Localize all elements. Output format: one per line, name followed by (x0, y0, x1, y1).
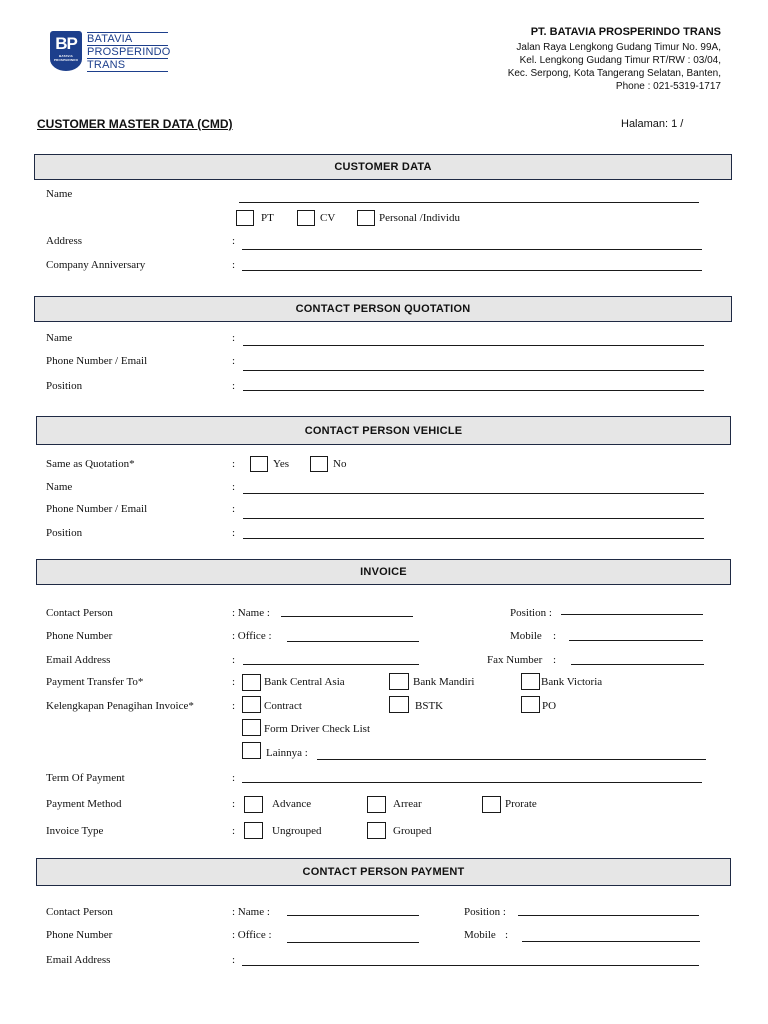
bank-bca-label: Bank Central Asia (264, 676, 345, 688)
colon: : (505, 929, 509, 941)
vehicle-position-field[interactable] (243, 538, 704, 539)
invoice-contact-label: Contact Person (46, 607, 113, 619)
colon: : (232, 503, 236, 515)
payment-email-label: Email Address (46, 954, 111, 966)
page-number-label: Halaman: 1 / (621, 118, 684, 130)
logo-mark-text: BP (55, 34, 77, 53)
company-anniversary-label: Company Anniversary (46, 259, 146, 271)
company-address-line: Jalan Raya Lengkong Gudang Timur No. 99A, (516, 42, 721, 53)
invoice-position-label: Position : (510, 607, 552, 619)
personal-label: Personal /Individu (379, 212, 460, 224)
driver-checklist-checkbox[interactable] (242, 719, 261, 736)
contract-checkbox[interactable] (242, 696, 261, 713)
invoice-position-field[interactable] (561, 614, 703, 615)
colon: : (232, 355, 236, 367)
cv-checkbox[interactable] (297, 210, 315, 226)
colon: : (232, 954, 236, 966)
colon: : (232, 332, 236, 344)
address-field[interactable] (242, 249, 702, 250)
colon: : (553, 654, 557, 666)
logo-word-1: BATAVIA (87, 33, 133, 45)
colon: : (232, 654, 236, 666)
payment-mobile-field[interactable] (522, 941, 700, 942)
invoice-mobile-label: Mobile (510, 630, 542, 642)
bstk-label: BSTK (415, 700, 444, 712)
colon: : (232, 380, 236, 392)
invoice-office-prefix: : Office : (232, 630, 272, 642)
colon: : (232, 825, 236, 837)
logo-word-2: PROSPERINDO (87, 46, 171, 58)
other-checkbox[interactable] (242, 742, 261, 759)
payment-name-prefix: : Name : (232, 906, 270, 918)
term-of-payment-field[interactable] (242, 782, 702, 783)
pt-label: PT (261, 212, 274, 224)
driver-checklist-label: Form Driver Check List (264, 723, 371, 735)
same-no-label: No (333, 458, 347, 470)
bank-victoria-checkbox[interactable] (521, 673, 540, 690)
payment-mobile-label: Mobile (464, 929, 496, 941)
invoice-mobile-field[interactable] (569, 640, 703, 641)
personal-checkbox[interactable] (357, 210, 375, 226)
payment-phone-label: Phone Number (46, 929, 113, 941)
ungrouped-checkbox[interactable] (244, 822, 263, 839)
invoice-name-prefix: : Name : (232, 607, 270, 619)
payment-email-field[interactable] (242, 965, 699, 966)
pt-checkbox[interactable] (236, 210, 254, 226)
company-phone: Phone : 021-5319-1717 (615, 81, 721, 92)
company-logo-mark (50, 31, 82, 71)
invoice-fax-label: Fax Number (487, 654, 543, 666)
colon: : (232, 676, 236, 688)
document-title: CUSTOMER MASTER DATA (CMD) (37, 117, 233, 131)
vehicle-name-field[interactable] (243, 493, 704, 494)
po-checkbox[interactable] (521, 696, 540, 713)
bank-mandiri-label: Bank Mandiri (413, 676, 475, 688)
same-as-quotation-label: Same as Quotation* (46, 458, 135, 470)
contract-label: Contract (264, 700, 302, 712)
prorate-label: Prorate (505, 798, 537, 810)
grouped-checkbox[interactable] (367, 822, 386, 839)
arrear-label: Arrear (393, 798, 422, 810)
advance-checkbox[interactable] (244, 796, 263, 813)
payment-office-prefix: : Office : (232, 929, 272, 941)
ungrouped-label: Ungrouped (272, 825, 322, 837)
colon: : (232, 235, 236, 247)
section-header-contact-payment: CONTACT PERSON PAYMENT (36, 858, 731, 886)
company-anniversary-field[interactable] (242, 270, 702, 271)
bstk-checkbox[interactable] (389, 696, 409, 713)
customer-name-field[interactable] (239, 202, 699, 203)
other-label: Lainnya : (266, 747, 308, 759)
colon: : (232, 458, 236, 470)
po-label: PO (542, 700, 557, 712)
vehicle-phone-label: Phone Number / Email (46, 503, 148, 515)
invoice-email-field[interactable] (243, 664, 419, 665)
quotation-position-field[interactable] (243, 390, 704, 391)
quotation-name-label: Name (46, 332, 73, 344)
section-header-contact-vehicle: CONTACT PERSON VEHICLE (36, 416, 731, 445)
invoice-email-label: Email Address (46, 654, 111, 666)
vehicle-phone-field[interactable] (243, 518, 704, 519)
bank-bca-checkbox[interactable] (242, 674, 261, 691)
quotation-phone-label: Phone Number / Email (46, 355, 148, 367)
invoice-completeness-label: Kelengkapan Penagihan Invoice* (46, 700, 194, 712)
logo-rule (87, 71, 168, 72)
invoice-office-field[interactable] (287, 641, 419, 642)
logo-word-3: TRANS (87, 59, 126, 71)
section-header-contact-quotation: CONTACT PERSON QUOTATION (34, 296, 732, 322)
section-header-invoice: INVOICE (36, 559, 731, 585)
bank-mandiri-checkbox[interactable] (389, 673, 409, 690)
customer-name-label: Name (46, 188, 73, 200)
cv-label: CV (320, 212, 336, 224)
same-no-checkbox[interactable] (310, 456, 328, 472)
logo-mark-subtext: BATAVIA PROSPERINDO (53, 54, 79, 62)
colon: : (232, 772, 236, 784)
payment-position-field[interactable] (518, 915, 699, 916)
same-yes-label: Yes (273, 458, 290, 470)
other-field[interactable] (317, 759, 706, 760)
quotation-phone-field[interactable] (243, 370, 704, 371)
vehicle-position-label: Position (46, 527, 83, 539)
term-of-payment-label: Term Of Payment (46, 772, 125, 784)
invoice-phone-label: Phone Number (46, 630, 113, 642)
invoice-fax-field[interactable] (571, 664, 704, 665)
payment-contact-name-field[interactable] (287, 915, 419, 916)
colon: : (232, 798, 236, 810)
colon: : (232, 481, 236, 493)
colon: : (553, 630, 557, 642)
advance-label: Advance (272, 798, 312, 810)
payment-contact-label: Contact Person (46, 906, 113, 918)
colon: : (232, 700, 236, 712)
company-address-line: Kel. Lengkong Gudang Timur RT/RW : 03/04, (519, 55, 721, 66)
invoice-type-label: Invoice Type (46, 825, 104, 837)
invoice-contact-name-field[interactable] (281, 616, 413, 617)
arrear-checkbox[interactable] (367, 796, 386, 813)
payment-transfer-label: Payment Transfer To* (46, 676, 144, 688)
payment-method-label: Payment Method (46, 798, 122, 810)
payment-position-label: Position : (464, 906, 506, 918)
company-address-line: Kec. Serpong, Kota Tangerang Selatan, Banten, (507, 68, 721, 79)
colon: : (232, 259, 236, 271)
section-header-customer-data: CUSTOMER DATA (34, 154, 732, 180)
bank-victoria-label: Bank Victoria (541, 676, 603, 688)
quotation-name-field[interactable] (243, 345, 704, 346)
vehicle-name-label: Name (46, 481, 73, 493)
address-label: Address (46, 235, 83, 247)
colon: : (232, 527, 236, 539)
company-name: PT. BATAVIA PROSPERINDO TRANS (530, 26, 721, 38)
prorate-checkbox[interactable] (482, 796, 501, 813)
payment-office-field[interactable] (287, 942, 419, 943)
grouped-label: Grouped (393, 825, 432, 837)
same-yes-checkbox[interactable] (250, 456, 268, 472)
quotation-position-label: Position (46, 380, 83, 392)
